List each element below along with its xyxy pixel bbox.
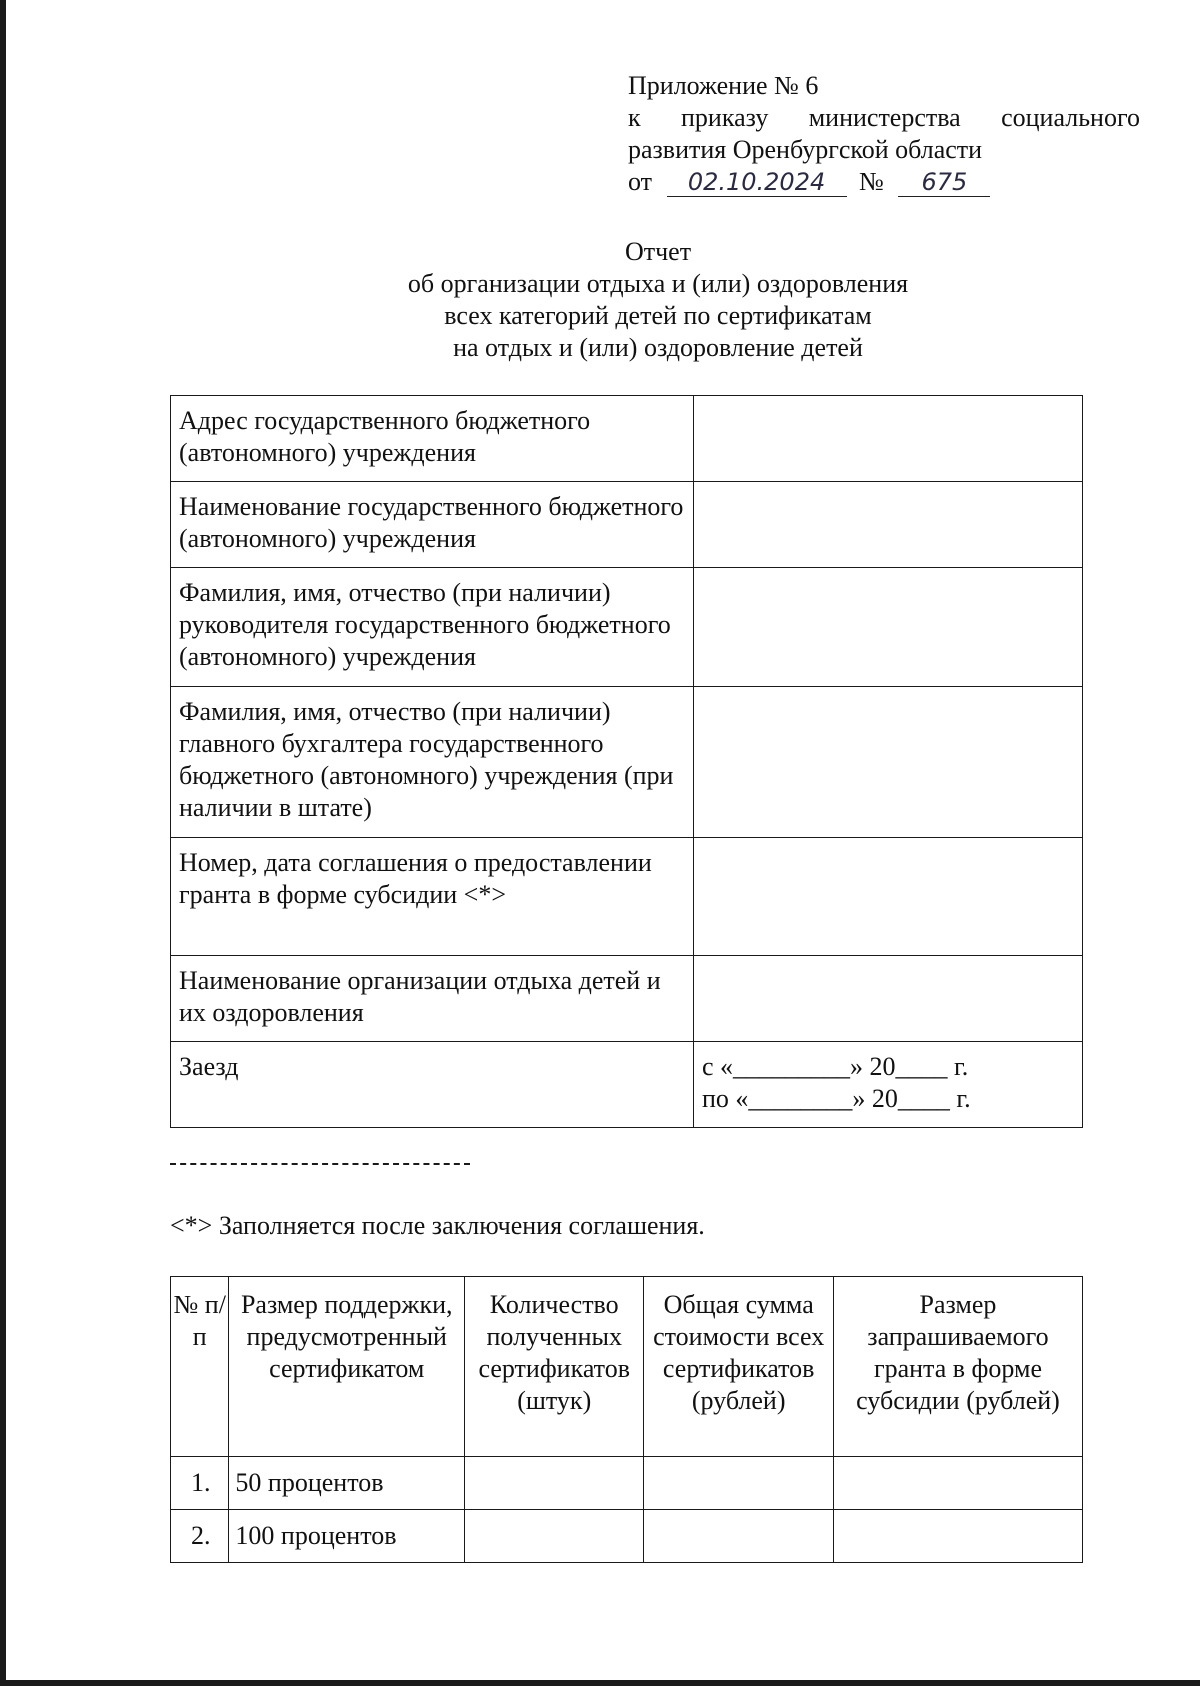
header-certificate-count: Количество полученных сертификатов (штук) <box>465 1277 644 1457</box>
number-label: № <box>859 167 884 196</box>
grant-header-row <box>171 1277 1083 1457</box>
info-label: Наименование государственного бюджетного (автономного) учреждения <box>171 482 694 568</box>
grant-row <box>171 1510 1083 1563</box>
header-support-size: Размер поддержки, предусмотренный сертификатом <box>229 1277 465 1457</box>
title-line-4: на отдых и (или) оздоровление детей <box>453 333 863 362</box>
title-line-2: об организации отдыха и (или) оздоровления <box>407 269 909 298</box>
info-value <box>694 687 1083 838</box>
total-cost <box>644 1510 834 1563</box>
ministry-name: развития Оренбургской области <box>628 135 983 164</box>
info-label: Наименование организации отдыха детей и их оздоровления <box>171 956 694 1042</box>
info-value <box>694 568 1083 687</box>
info-label: Номер, дата соглашения о предоставлении гранта в форме субсидии <*> <box>171 838 694 956</box>
certificate-count <box>465 1457 644 1510</box>
header-total-cost: Общая сумма стоимости всех сертификатов (рублей) <box>644 1277 834 1457</box>
total-cost <box>644 1457 834 1510</box>
header-grant-amount: Размер запрашиваемого гранта в форме субсидии (рублей) <box>833 1277 1082 1457</box>
title-line-1: Отчет <box>624 237 692 266</box>
info-value <box>694 838 1083 956</box>
grant-amount <box>833 1510 1082 1563</box>
info-value <box>694 956 1083 1042</box>
scan-border-bottom <box>0 1680 1200 1686</box>
report-title <box>300 236 1016 364</box>
support-size: 100 процентов <box>229 1510 465 1563</box>
info-row-address <box>171 396 1083 482</box>
appendix-header <box>628 70 1140 198</box>
period-label: Заезд <box>171 1042 694 1128</box>
header-row-number: № п/п <box>171 1277 229 1457</box>
handwritten-number: 675 <box>898 168 990 197</box>
period-from: с «_________» 20____ г. <box>702 1052 969 1081</box>
info-row-period <box>171 1042 1083 1128</box>
footnote-text: <*> Заполняется после заключения соглашения. <box>170 1211 705 1240</box>
info-row-organization <box>171 956 1083 1042</box>
period-to: по «________» 20____ г. <box>702 1084 971 1113</box>
info-row-name <box>171 482 1083 568</box>
info-row-agreement <box>171 838 1083 956</box>
handwritten-date: 02.10.2024 <box>667 168 847 197</box>
info-value <box>694 482 1083 568</box>
info-row-accountant <box>171 687 1083 838</box>
row-number: 1. <box>171 1457 229 1510</box>
info-label: Фамилия, имя, отчество (при наличии) руководителя государственного бюджетного (автономного) учреждения <box>171 568 694 687</box>
grant-row <box>171 1457 1083 1510</box>
info-label: Адрес государственного бюджетного (автономного) учреждения <box>171 396 694 482</box>
order-reference: к приказу министерства социального <box>628 103 1140 132</box>
from-label: от <box>628 167 653 196</box>
grant-amount <box>833 1457 1082 1510</box>
support-size: 50 процентов <box>229 1457 465 1510</box>
certificate-count <box>465 1510 644 1563</box>
order-date-line <box>628 166 1140 198</box>
footnote-separator <box>170 1163 470 1165</box>
info-label: Фамилия, имя, отчество (при наличии) главного бухгалтера государственного бюджетного (автономного) учреждения (при наличии в штате) <box>171 687 694 838</box>
info-row-director <box>171 568 1083 687</box>
grant-calculation-table <box>170 1276 1083 1563</box>
info-value <box>694 396 1083 482</box>
period-value <box>694 1042 1083 1128</box>
title-line-3: всех категорий детей по сертификатам <box>444 301 872 330</box>
scan-border-left <box>0 0 6 1686</box>
appendix-number: Приложение № 6 <box>628 71 819 100</box>
institution-info-table <box>170 395 1083 1128</box>
row-number: 2. <box>171 1510 229 1563</box>
